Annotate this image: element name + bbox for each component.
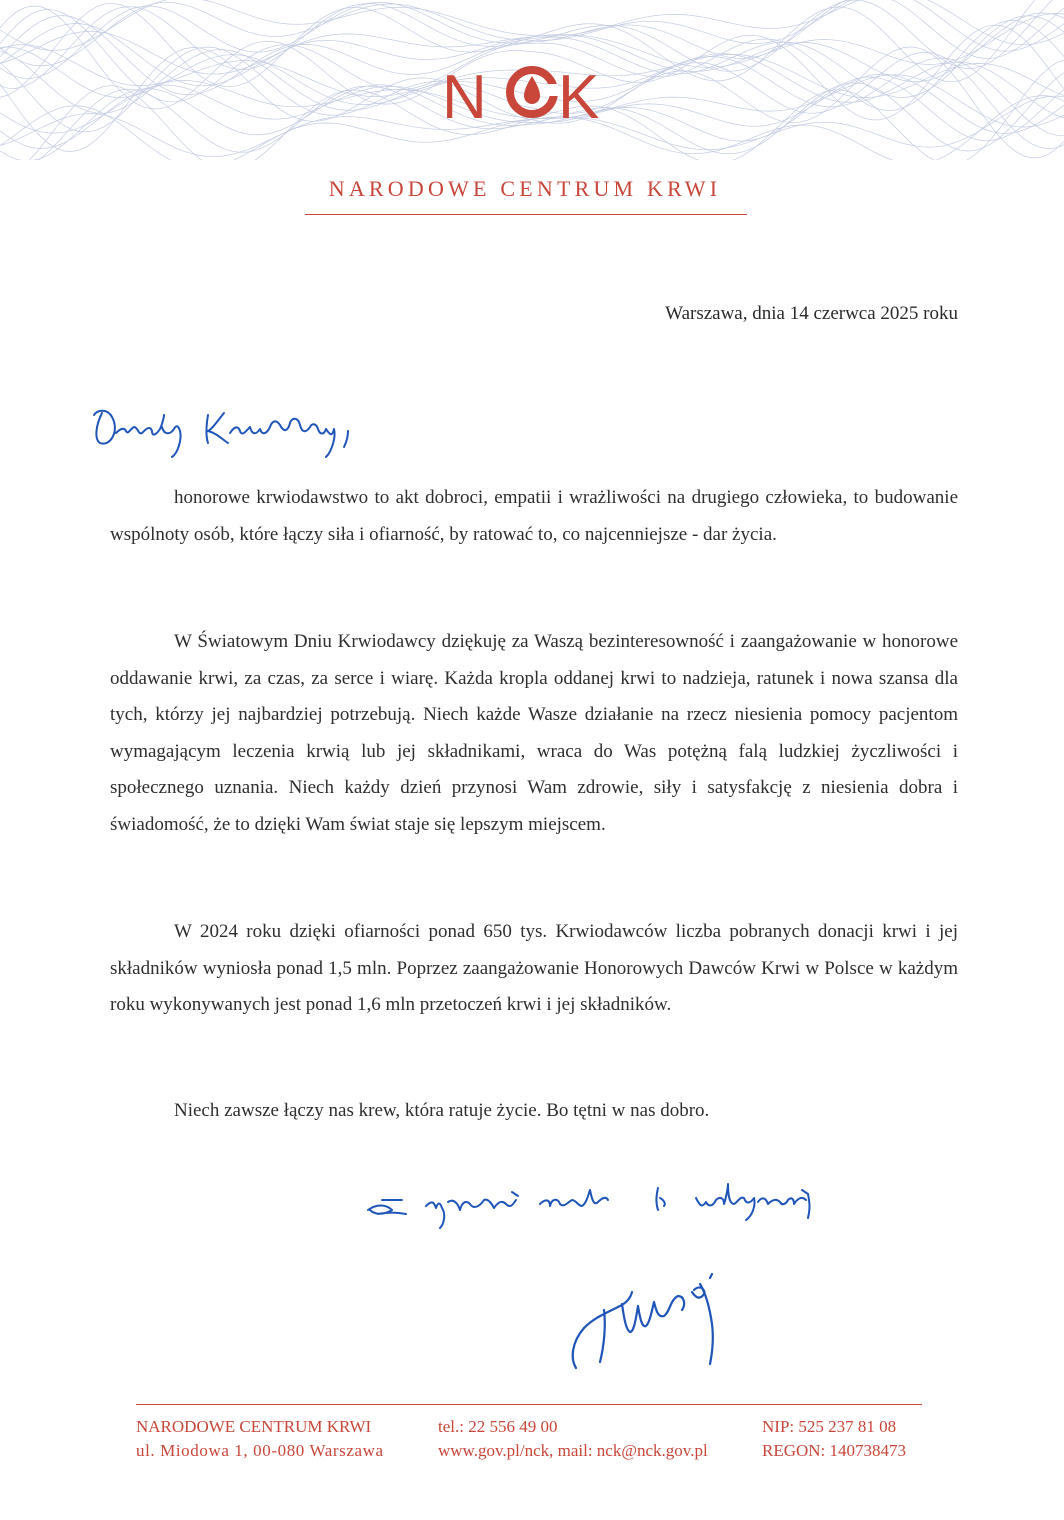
letter-paragraph-1 [110,480,958,553]
footer-address: ul. Miodowa 1, 00-080 Warszawa [136,1441,384,1460]
svg-text:K: K [558,63,600,128]
footer-phone: tel.: 22 556 49 00 [438,1417,558,1436]
letter-paragraph-4 [110,1093,958,1130]
footer-regon: REGON: 140738473 [762,1441,907,1460]
handwritten-closing [362,1170,862,1230]
nck-logo [440,58,620,128]
footer-contact-block [438,1415,708,1463]
paragraph-1-text: honorowe krwiodawstwo to akt dobroci, empatii i wrażliwości na drugiego człowieka, to budowanie wspólnoty osób, które łączy siła i ofiarność, by ratować to, co najcenniejsze - dar życia. [110,487,958,545]
organization-title: NARODOWE CENTRUM KRWI [328,176,722,201]
paragraph-2-text: W Światowym Dniu Krwiodawcy dziękuję za Waszą bezinteresowność i zaangażowanie w honorowe oddawanie krwi, za czas, za serce i wiarę. Każda kropla oddanej krwi to nadzieja, ratunek i nowa szansa dla tych, którzy jej najbardziej potrzebują. Niech każde Wasze działanie na rzecz niesienia pomocy pacjentom wymagającym leczenia krwią lub jej składnikami, wraca do Was potężną falą ludzkiej życzliwości i społecznego uznania. Niech każdy dzień przynosi Wam zdrowie, siły i satysfakcję z niesienia dobra i świadomość, że to dzięki Wam świat staje się lepszym miejscem. [110,631,958,835]
svg-text:N: N [442,63,487,128]
paragraph-3-text: W 2024 roku dzięki ofiarności ponad 650 tys. Krwiodawców liczba pobranych donacji krwi i jej składników wyniosła ponad 1,5 mln. Poprzez zaangażowanie Honorowych Dawców Krwi w Polsce w każdym roku wykonywanych jest ponad 1,6 mln przetoczeń krwi i jej składników. [110,921,958,1016]
footer-address-block [136,1415,384,1463]
letter-date: Warszawa, dnia 14 czerwca 2025 roku [665,303,958,324]
paragraph-4-text: Niech zawsze łączy nas krew, która ratuje życie. Bo tętni w nas dobro. [174,1100,710,1121]
footer-registry-block [762,1415,906,1463]
letter-paragraph-3 [110,914,958,1024]
handwritten-signature [560,1270,760,1390]
handwritten-salutation [92,395,392,465]
footer-nip: NIP: 525 237 81 08 [762,1417,897,1436]
footer-divider [136,1404,922,1405]
guilloche-line [0,0,1064,66]
letter-paragraph-2 [110,624,958,844]
footer-org-name: NARODOWE CENTRUM KRWI [136,1417,372,1436]
header-divider [305,214,747,215]
footer-web-mail[interactable]: www.gov.pl/nck, mail: nck@nck.gov.pl [438,1441,708,1460]
